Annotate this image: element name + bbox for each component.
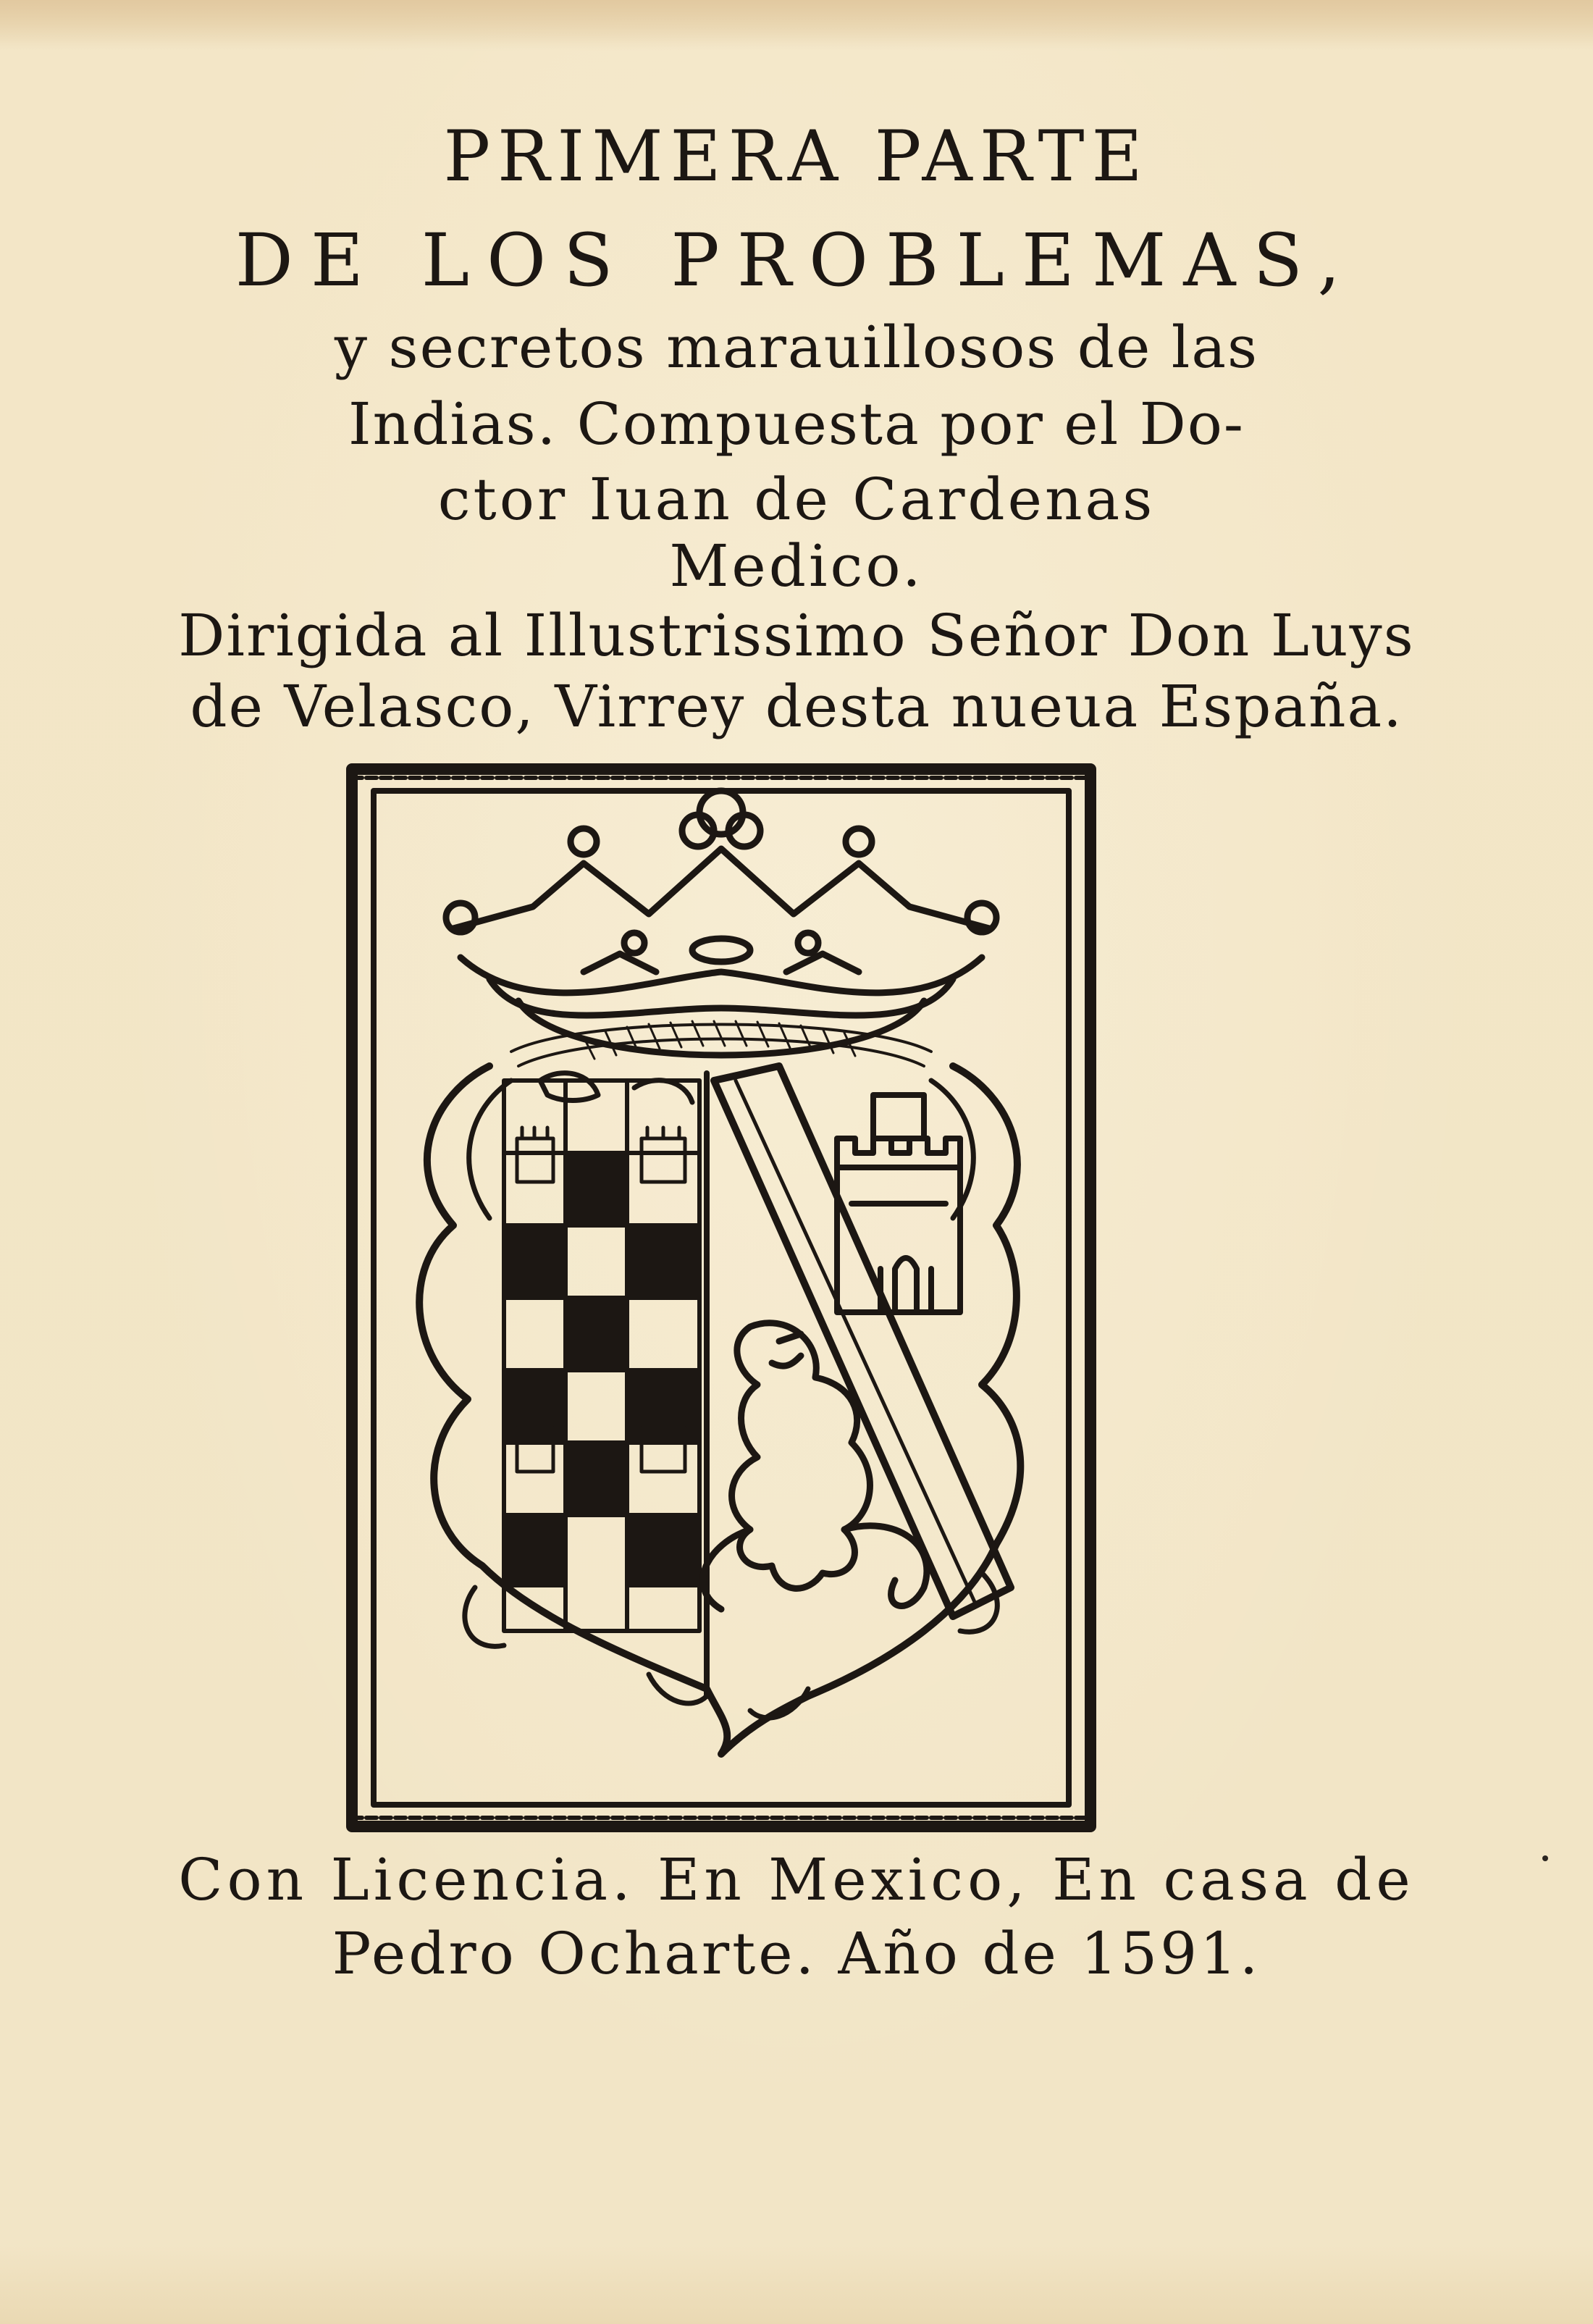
title-line-6: Medico. <box>669 532 924 600</box>
dedication-line-2: de Velasco, Virrey desta nueua España. <box>190 673 1403 740</box>
ink-speck <box>1542 1855 1548 1861</box>
dedication-line-1: Dirigida al Illustrissimo Señor Don Luys <box>178 602 1415 669</box>
coat-of-arms-woodcut-icon <box>345 762 1098 1834</box>
title-line-4: Indias. Compuesta por el Do- <box>348 390 1245 458</box>
title-line-2: DE LOS PROBLEMAS, <box>235 218 1358 303</box>
title-line-3: y secretos marauillosos de las <box>334 314 1259 381</box>
title-line-5: ctor Iuan de Cardenas <box>437 466 1156 533</box>
imprint-line-1: Con Licencia. En Mexico, En casa de <box>178 1846 1415 1913</box>
torn-top-edge <box>0 0 1593 51</box>
title-line-1: PRIMERA PARTE <box>443 116 1150 197</box>
imprint-line-2: Pedro Ocharte. Año de 1591. <box>332 1920 1261 1987</box>
